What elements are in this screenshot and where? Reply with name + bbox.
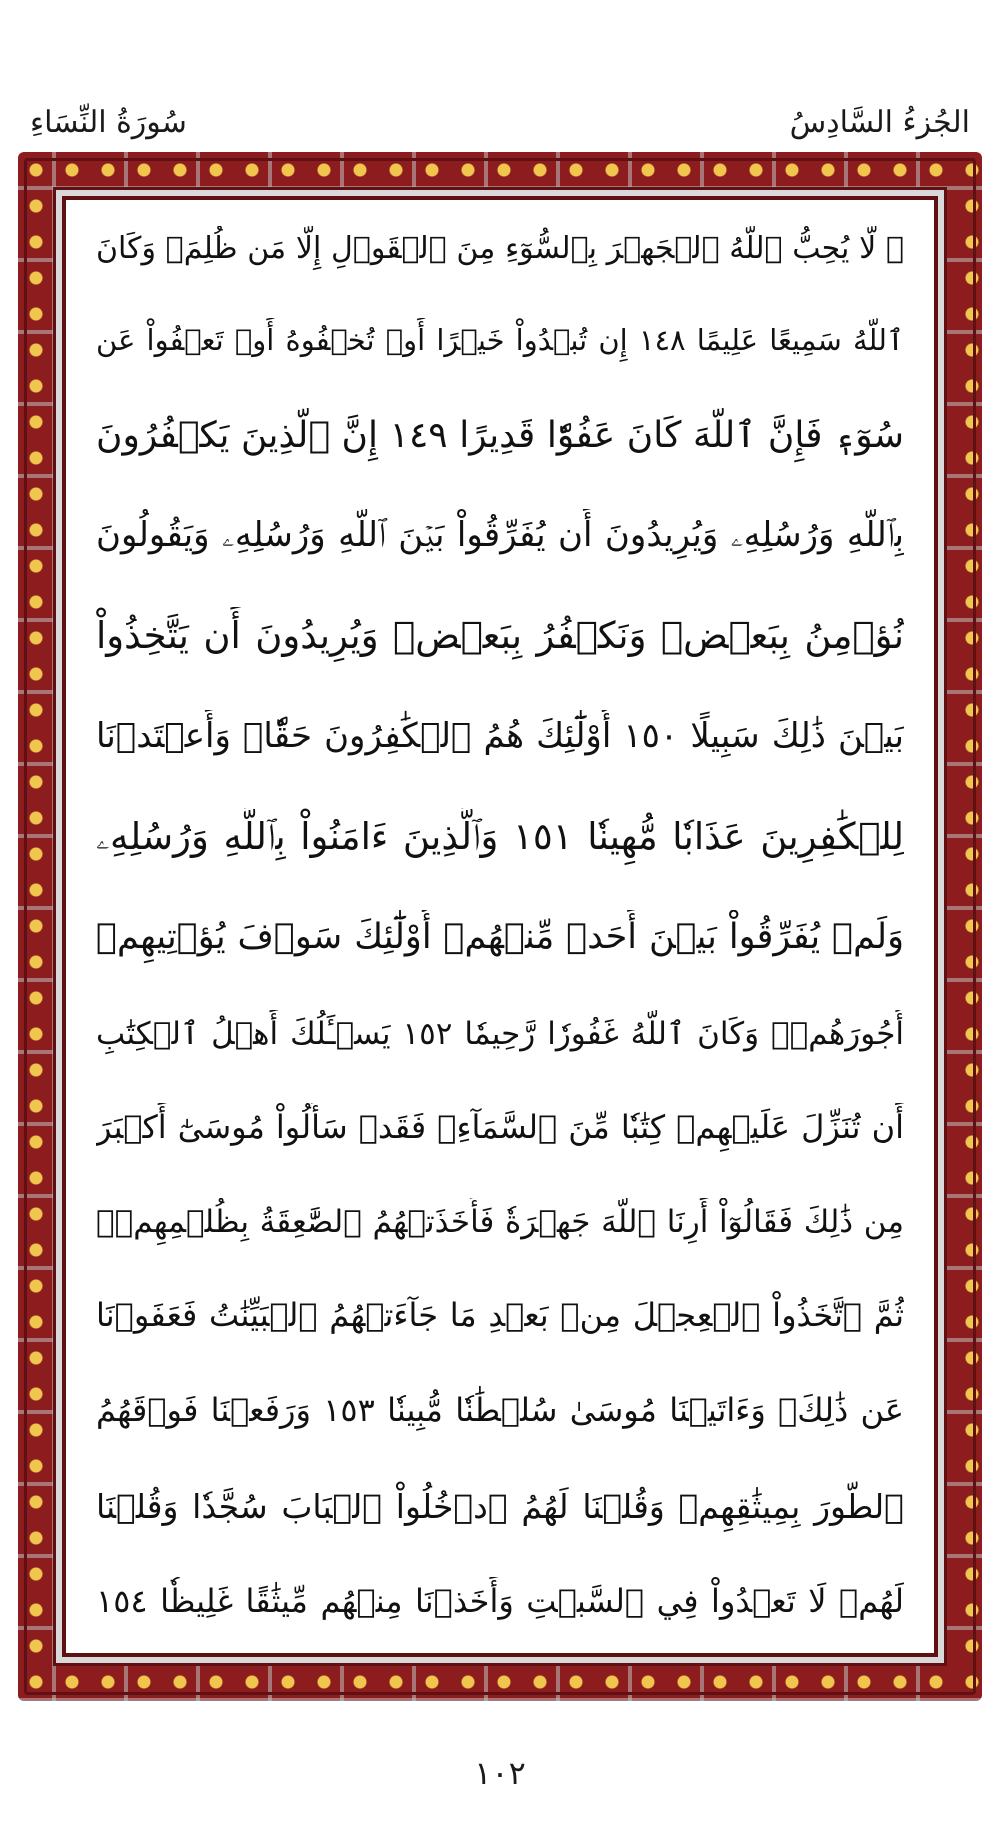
verse-line-15: لَهُمۡ لَا تَعۡدُواْ فِي ٱلسَّبۡتِ وَأَخَذۡنَا مِنۡهُم مِّيثَٰقًا غَلِيظٗا ١٥٤ [96, 1582, 904, 1621]
text-panel [62, 196, 938, 1657]
verse-line-9: أُجُورَهُمۡۚ وَكَانَ ٱللَّهُ غَفُورٗا رَّحِيمٗا ١٥٢ يَسۡـَٔلُكَ أَهۡلُ ٱلۡكِتَٰبِ [96, 1015, 904, 1052]
surah-title: سُورَةُ النِّسَاءِ [30, 105, 187, 140]
verse-lines [96, 226, 904, 1627]
verse-line-8: وَلَمۡ يُفَرِّقُواْ بَيۡنَ أَحَدٖ مِّنۡهُمۡ أُوْلَٰٓئِكَ سَوۡفَ يُؤۡتِيهِمۡ [96, 917, 904, 958]
verse-line-7: لِلۡكَٰفِرِينَ عَذَابٗا مُّهِينٗا ١٥١ وَٱلَّذِينَ ءَامَنُواْ بِٱللَّهِ وَرُسُلِهِۦ [96, 814, 904, 858]
page-number: ١٠٢ [474, 1754, 526, 1792]
verse-line-13: عَن ذَٰلِكَۚ وَءَاتَيۡنَا مُوسَىٰ سُلۡطَٰنٗا مُّبِينٗا ١٥٣ وَرَفَعۡنَا فَوۡقَهُمُ [96, 1391, 904, 1430]
verse-line-10: أَن تُنَزِّلَ عَلَيۡهِمۡ كِتَٰبٗا مِّنَ ٱلسَّمَآءِۚ فَقَدۡ سَأَلُواْ مُوسَىٰٓ أَكۡبَرَ [96, 1107, 904, 1146]
verse-line-14: ٱلطُّورَ بِمِيثَٰقِهِمۡ وَقُلۡنَا لَهُمُ ٱدۡخُلُواْ ٱلۡبَابَ سُجَّدٗا وَقُلۡنَا [96, 1486, 904, 1526]
verse-line-6: بَيۡنَ ذَٰلِكَ سَبِيلًا ١٥٠ أُوْلَٰٓئِكَ هُمُ ٱلۡكَٰفِرُونَ حَقّٗاۚ وَأَعۡتَدۡنَا [96, 715, 904, 756]
verse-line-3: سُوٓءٖ فَإِنَّ ٱللَّهَ كَانَ عَفُوّٗا قَدِيرًا ١٤٩ إِنَّ ٱلَّذِينَ يَكۡفُرُونَ [96, 414, 904, 456]
verse-line-2: ٱللَّهُ سَمِيعًا عَلِيمًا ١٤٨ إِن تُبۡدُواْ خَيۡرًا أَوۡ تُخۡفُوهُ أَوۡ تَعۡفُواْ عَن [96, 322, 904, 357]
verse-line-1: ۞ لَّا يُحِبُّ ٱللَّهُ ٱلۡجَهۡرَ بِٱلسُّوٓءِ مِنَ ٱلۡقَوۡلِ إِلَّا مَن ظُلِمَۚ وَكَانَ [96, 231, 904, 266]
verse-line-4: بِٱللَّهِ وَرُسُلِهِۦ وَيُرِيدُونَ أَن يُفَرِّقُواْ بَيۡنَ ٱللَّهِ وَرُسُلِهِۦ وَيَقُولُونَ [96, 515, 904, 556]
verse-line-12: ثُمَّ ٱتَّخَذُواْ ٱلۡعِجۡلَ مِنۢ بَعۡدِ مَا جَآءَتۡهُمُ ٱلۡبَيِّنَٰتُ فَعَفَوۡنَا [96, 1296, 904, 1335]
ornamental-border [18, 152, 982, 1701]
verse-line-11: مِن ذَٰلِكَ فَقَالُوٓاْ أَرِنَا ٱللَّهَ جَهۡرَةٗ فَأَخَذَتۡهُمُ ٱلصَّٰعِقَةُ بِظُلۡمِهِمۡۚ [96, 1203, 904, 1240]
juz-title: الجُزءُ السَّادِسُ [789, 105, 970, 140]
verse-line-5: نُؤۡمِنُ بِبَعۡضٖ وَنَكۡفُرُ بِبَعۡضٖ وَيُرِيدُونَ أَن يَتَّخِذُواْ [96, 613, 904, 657]
